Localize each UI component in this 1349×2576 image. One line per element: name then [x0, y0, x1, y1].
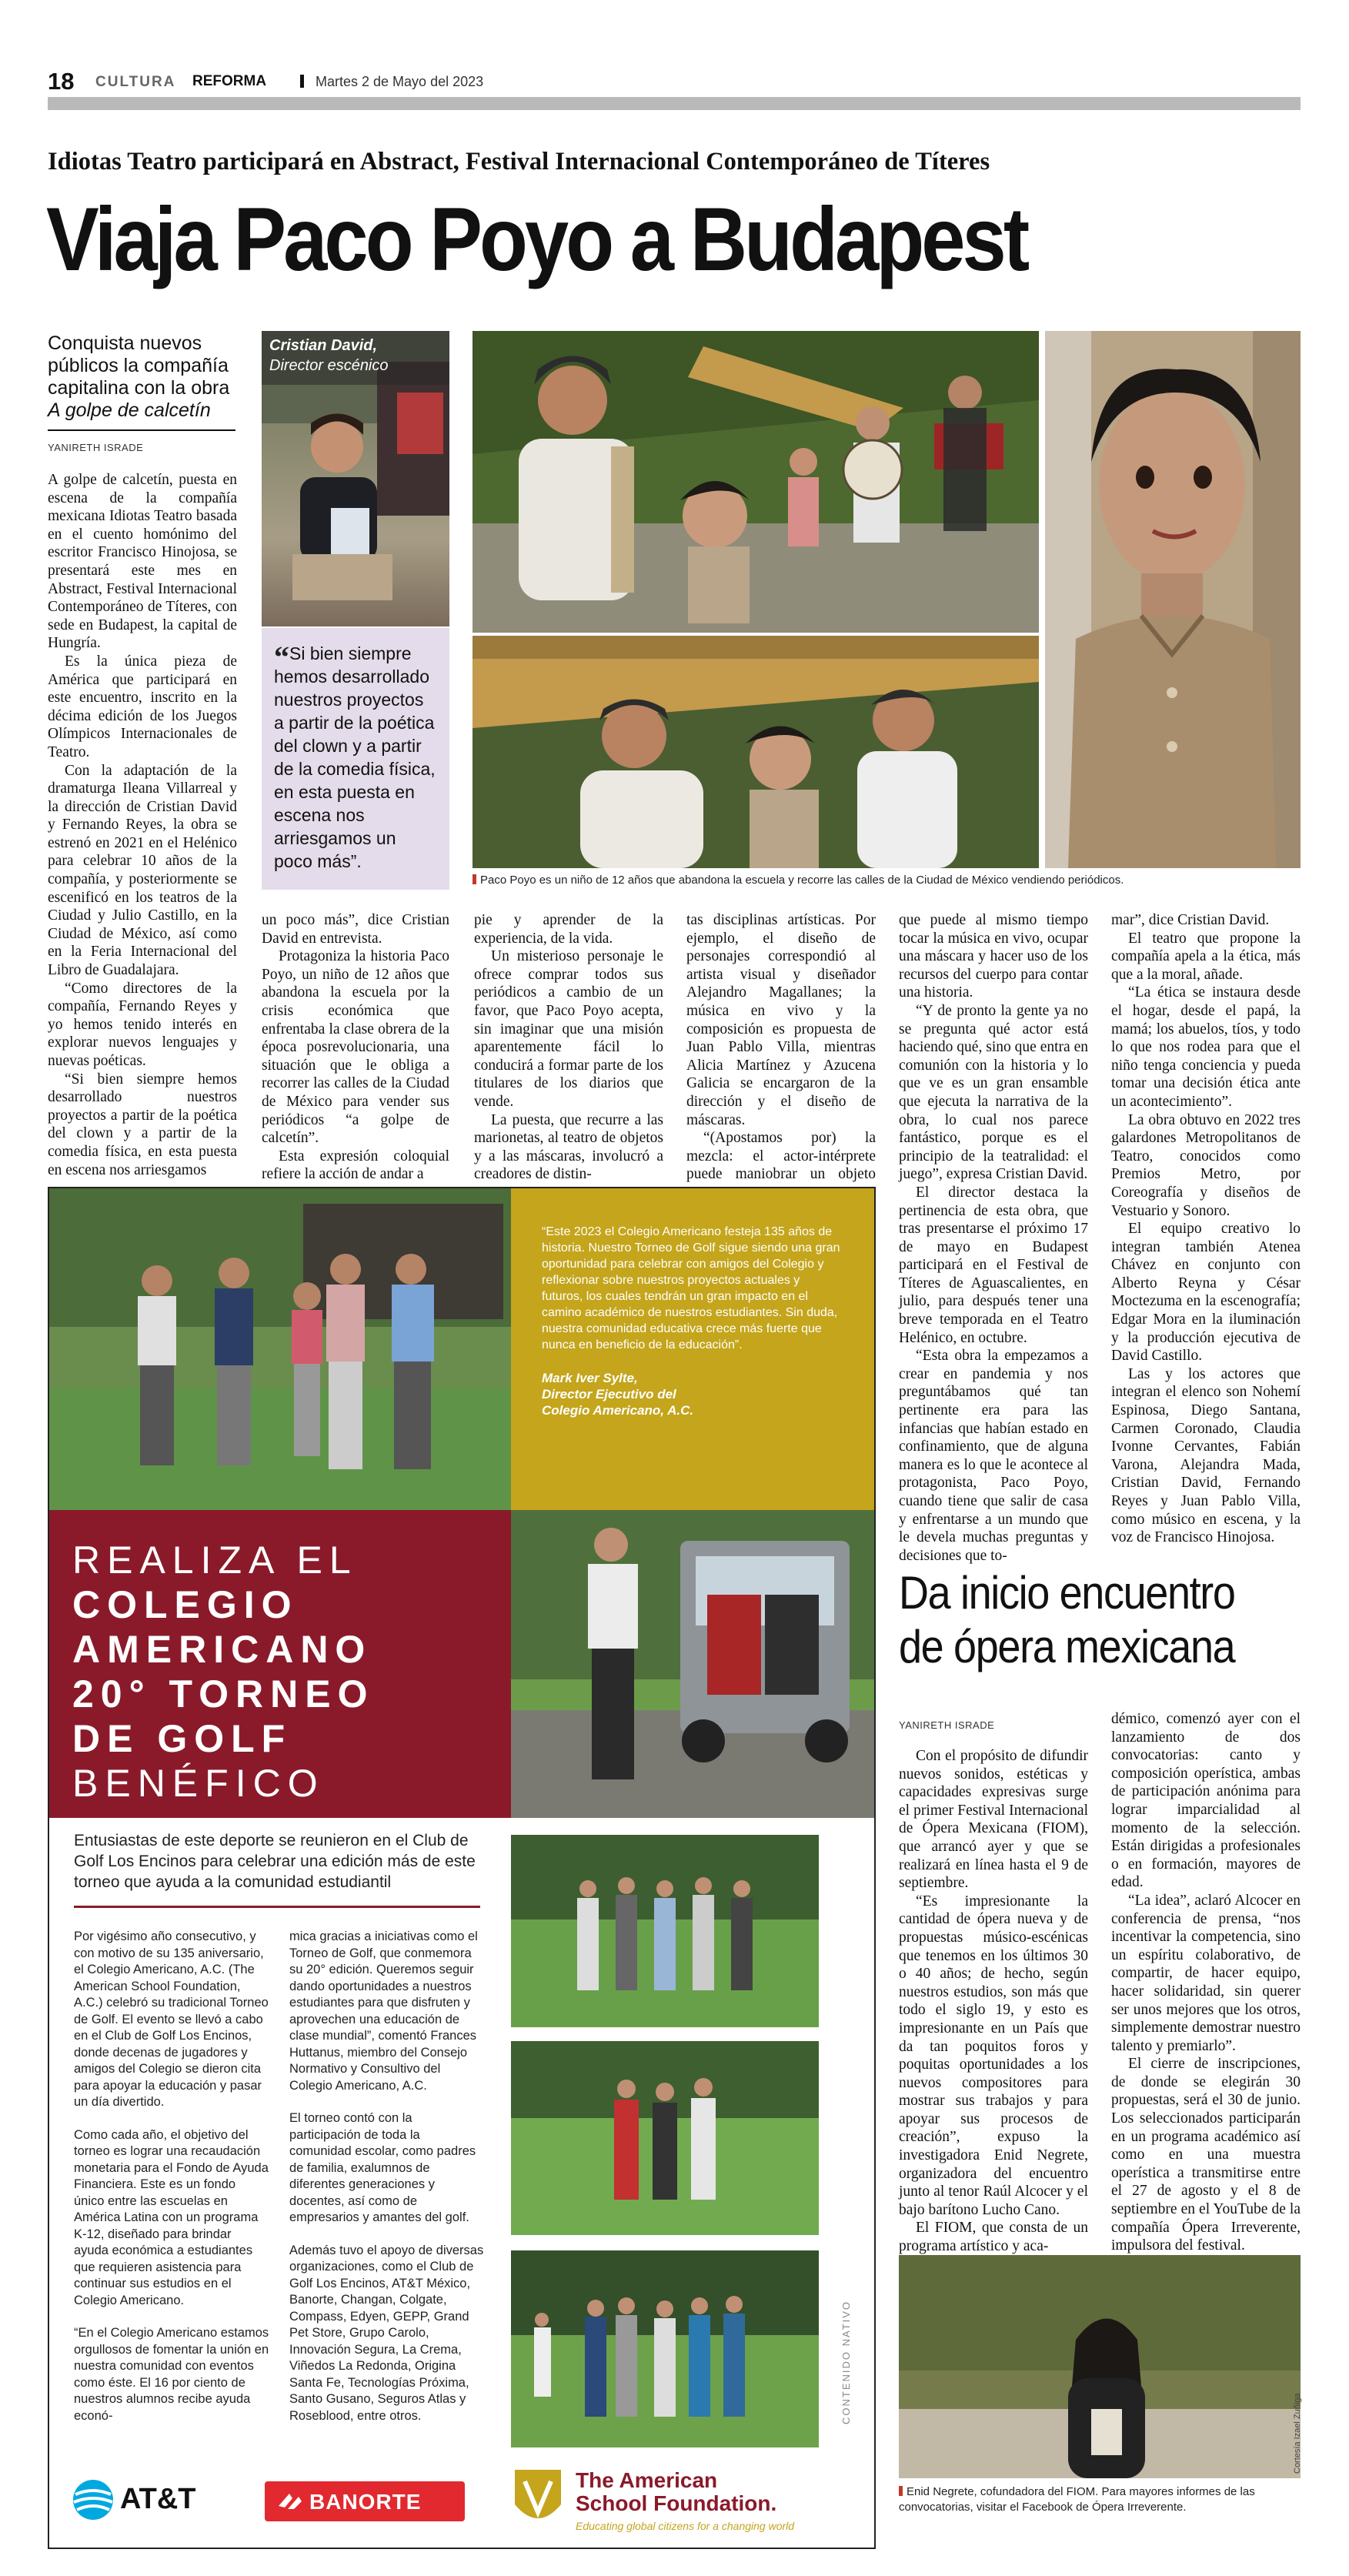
- banorte-symbol-icon: [277, 2491, 303, 2512]
- paragraph: El director destaca la pertinencia de esta obra, que tras presentarse el próximo 17 de mayo en Budapest participará en el Festival de Títeres de Aguascalientes, en julio, para después tener una breve temporada en el Teatro Helénico, en octubre.: [899, 1184, 1088, 1346]
- paragraph: “La idea”, aclaró Alcocer en conferencia de prensa, “nos incentivar la competencia, sino un espíritu colaborativo, de compartir, de hacer equipo, hacer solidaridad, sin querer ser unos mejores que los otros, simplemente demostrar nuestro talento y premiarlo”.: [1111, 1892, 1301, 2054]
- paragraph: El teatro que propone la compañía apela a la ética, más que a la moral, añade.: [1111, 930, 1301, 983]
- banorte-logo: [265, 2481, 465, 2521]
- banner-line: REALIZA EL: [72, 1539, 358, 1582]
- director-name: Cristian David,: [269, 337, 378, 354]
- paragraph: Con el propósito de difundir nuevos sonidos, estéticas y capacidades expresivas surge el primer Festival Internacional de Ópera Mexicana (FIOM), que arrancó ayer y que se realizará en línea hasta el 9 de septiembre.: [899, 1748, 1088, 1892]
- ad-lead: Entusiastas de este deporte se reunieron en el Club de Golf Los Encinos para celebrar una edición más de este torneo que ayuda a la comunidad estudiantil: [74, 1832, 476, 1891]
- paragraph: Protagoniza la historia Paco Poyo, un niño de 12 años que abandona la escuela por la crisis económica que enfrentaba la clase obrera de la época posrevolucionaria, una situación que le obliga a recorrer las calles de la Ciudad de México para vender sus periódicos “a golpe de calcetín”.: [262, 948, 449, 1147]
- main-column-3: [474, 911, 663, 1184]
- photo-caption: Paco Poyo es un niño de 12 años que abandona la escuela y recorre las calles de la Ciudad de México vendiendo periódicos.: [472, 874, 1304, 887]
- banner-line: COLEGIO: [72, 1583, 299, 1626]
- paragraph: Un misterioso personaje le ofrece comprar todos sus periódicos a cambio de un favor, que Paco Poyo acepta, sin imaginar que una misión aparentemente fácil lo conducirá a formar parte de los titulares de los diarios que vende.: [474, 948, 663, 1110]
- paragraph: El cierre de inscripciones, de donde se elegirán 30 propuestas, será el 30 de junio. Los seleccionados participarán en un programa académico así como en una muestra operística a transmitirse entre el 27 de agosto y el 8 de septiembre en el YouTube de la compañía Ópera Irreverente, impulsora del festival.: [1111, 2056, 1301, 2254]
- opera-column-1: [899, 1747, 1088, 2256]
- director-label: [262, 331, 449, 385]
- play-photo-1: [472, 331, 1039, 633]
- ad-photo-cart: [511, 1510, 874, 1818]
- ad-quote-text: “Este 2023 el Colegio Americano festeja 135 años de historia. Nuestro Torneo de Golf sigue siendo una gran oportunidad para celebrar con amigos del Colegio y reflexionar sobre nuestros proyectos actuales y futuros, los cuales tendrán un gran impacto en el camino académico de nuestros estudiantes. Sin duda, nuestra comunidad educativa crece más fuerte que nunca en beneficio de la educación”.: [542, 1225, 840, 1351]
- asf-shield-icon: [511, 2466, 565, 2532]
- paragraph: Como cada año, el objetivo del torneo es lograr una recaudación monetaria para el Fondo de Ayuda Financiera. Este es un fondo único entre las escuelas en América Latina con un programa K-12, diseñado para brindar ayuda económica a estudiantes que requieren asistencia para continuar sus estudios en el Colegio Americano.: [74, 2127, 269, 2307]
- ad-photo-cart-image: [511, 1510, 874, 1818]
- paragraph: démico, comenzó ayer con el lanzamiento de dos convocatorias: canto y composición operística, ambas de participación anónima para lograr imparcialidad al momento de la selección. Están dirigidas a profesionales o en formación, mayores de edad.: [1111, 1711, 1301, 1891]
- deck-rule: [48, 429, 235, 431]
- ad-quote-box: [511, 1188, 874, 1510]
- paragraph: Por vigésimo año consecutivo, y con motivo de su 135 aniversario, el Colegio Americano, A.C. (The American School Foundation, A.C.) celebró su tradicional Torneo de Golf. El evento se llevó a cabo en el Club de Golf Los Encinos, donde decenas de jugadores y amigos del Colegio se dieron cita para apoyar la educación y pasar un día divertido.: [74, 1929, 269, 2109]
- opera-headline-line-1: Da inicio encuentro: [899, 1567, 1235, 1619]
- paragraph: Además tuvo el apoyo de diversas organizaciones, como el Club de Golf Los Encinos, AT&T México, Banorte, Changan, Colgate, Compass, Edyen, GEPP, Grand Pet Store, Grupo Carolo, Innovación Segura, La Crema, Viñedos La Redonda, Origina Santa Fe, Tecnologías Próxima, Santo Gusano, Seguros Atlas y Roseblood, entre otros.: [289, 2243, 484, 2423]
- ad-photo-group: [49, 1188, 511, 1510]
- publication-name: REFORMA: [192, 73, 267, 89]
- paragraph: “La ética se instaura desde el hogar, desde el papá, la mamá; los abuelos, tíos, y todo lo que nos rodea para que el niño tenga conciencia y pueda tomar una decisión ética ante un acontecimiento”.: [1111, 984, 1301, 1110]
- paragraph: que puede al mismo tiempo tocar la música en vivo, ocupar una máscara y hacer uso de los recursos del cuerpo para contar una historia.: [899, 912, 1088, 1001]
- quote-mark-icon: “: [274, 640, 289, 674]
- ad-column-2: [289, 1929, 485, 2441]
- ad-sponsor-logos: [49, 2454, 874, 2548]
- paragraph: El equipo creativo lo integran también Atenea Chávez en conjunto con Alberto Reyna y César Moctezuma en la escenografía; Edgar Mora en la iluminación y la producción ejecutiva de David Castillo.: [1111, 1221, 1301, 1365]
- att-globe-icon: [72, 2479, 114, 2521]
- puppet-photo: [1045, 331, 1301, 868]
- paragraph: “(Apostamos por) la mezcla: el actor-intérprete puede maniobrar un objeto: [686, 1130, 876, 1183]
- paragraph: La obra obtuvo en 2022 tres galardones Metropolitanos de Teatro, conocidos como Premios Metro, por Coreografía y diseños de Vestuario y Sonoro.: [1111, 1111, 1301, 1219]
- banner-line: AMERICANO: [72, 1628, 372, 1671]
- play-photo-2-image: [472, 636, 1039, 868]
- paragraph: El torneo contó con la participación de toda la comunidad escolar, como padres de familia, exalumnos de diferentes generaciones y docentes, así como de empresarios y amantes del golf.: [289, 2111, 476, 2224]
- asf-logo: [511, 2466, 865, 2543]
- paragraph: tas disciplinas artísticas. Por ejemplo, el diseño de personajes correspondió al artista visual y diseñador Alejandro Magallanes; la música en vivo y la composición es propuesta de Juan Pablo Villa, mientras Alicia Martínez y Azucena Galicia se encargaron de la dirección y el diseño de máscaras.: [686, 912, 876, 1128]
- puppet-photo-image: [1045, 331, 1301, 868]
- banorte-logo-text: BANORTE: [309, 2490, 422, 2514]
- ad-photo-golfers-2-image: [511, 2041, 819, 2235]
- ad-banner: [49, 1510, 511, 1818]
- caption-marker: [899, 2486, 903, 2496]
- ad-photo-golfers-1: [511, 1835, 819, 2027]
- ad-photo-golfers-3: [511, 2250, 819, 2447]
- ad-photo-golfers-3-image: [511, 2250, 819, 2447]
- deck-text: Conquista nuevos públicos la compañía capitalina con la obra: [48, 332, 230, 399]
- opera-headline: [899, 1566, 1273, 1674]
- att-logo: [72, 2477, 226, 2523]
- paragraph: mar”, dice Cristian David.: [1111, 912, 1270, 928]
- att-logo-text: AT&T: [120, 2483, 196, 2515]
- paragraph: Con la adaptación de la dramaturga Ileana Villarreal y la dirección de Cristian David y Fernando Reyes, la obra se estrenó en 2021 en el Helénico para celebrar 10 años de la compañía, y posteriormente se escenificó en los teatros de la Ciudad y Julio Castillo, en la Ciudad de México, así como en la Feria Internacional del Libro de Guadalajara.: [48, 762, 237, 979]
- asf-name: The American School Foundation.: [576, 2468, 777, 2515]
- deck-title: A golpe de calcetín: [48, 399, 211, 421]
- banner-line: BENÉFICO: [72, 1762, 325, 1805]
- page-header: [48, 68, 1301, 95]
- opera-photo-image: [899, 2255, 1301, 2478]
- paragraph: El FIOM, que consta de un programa artístico y aca-: [899, 2220, 1088, 2255]
- paragraph: “Esta obra la empezamos a crear en pandemia y nos preguntábamos qué tan pertinente era para las infancias que habían estado en confinamiento, que de alguna manera es lo que le acontece al protagonista, Paco Poyo, cuando tiene que salir de casa y enfrentarse a un mundo que le devela muchas preguntas y decisiones que to-: [899, 1348, 1088, 1564]
- paragraph: Es la única pieza de América que participará en este encuentro, inscrito en la décima edición de los Juegos Olímpicos Internacionales de Teatro.: [48, 653, 237, 760]
- paragraph: pie y aprender de la experiencia, de la vida.: [474, 912, 663, 947]
- page-number: 18: [48, 68, 75, 95]
- main-column-4: [686, 911, 876, 1202]
- paragraph: Las y los actores que integran el elenco son Nohemí Espinosa, Diego Santana, Carmen Coronado, Claudia Ivonne Cervantes, Fabián Varona, Alejandra Mada, Cristian David, Fernando Reyes y Juan Pablo Villa, como músico en escena, y la voz de Francisco Hinojosa.: [1111, 1365, 1301, 1546]
- main-column-5: [899, 911, 1088, 1565]
- pullquote-box: [262, 628, 449, 890]
- header-rule: [48, 97, 1301, 110]
- paragraph: mica gracias a iniciativas como el Torneo de Golf, que conmemora su 20° edición. Queremos seguir dando oportunidades a nuestros estudiantes para que disfruten y aprovechen una educación de clase mundial”, comentó Frances Huttanus, miembro del Consejo Normativo y Consultivo del Colegio Americano, A.C.: [289, 1929, 478, 2093]
- ad-column-1: [74, 1929, 269, 2441]
- opera-caption: Enid Negrete, cofundadora del FIOM. Para mayores informes de las convocatorias, visitar el Facebook de Ópera Irreverente.: [899, 2485, 1255, 2514]
- opera-column-2: [1111, 1710, 1301, 2255]
- paragraph: “Es impresionante la cantidad de ópera nueva y de propuestas músico-escénicas que tenemos en los últimos 30 o 40 años; de hecho, según nuestros estudios, son más que todo el siglo 19, y esto es impresionante en un País que da tan poquitos foros y poquitas oportunidades a los nuevos compositores para mostrar sus trabajos y para apoyar sus procesos de creación”, expuso la investigadora Enid Negrete, organizadora del encuentro junto al tenor Raúl Alcocer y el bajo barítono Lucho Cano.: [899, 1893, 1088, 2218]
- banner-line: 20° TORNEO: [72, 1672, 375, 1716]
- asf-tagline: Educating global citizens for a changing world: [576, 2520, 795, 2532]
- paragraph: Esta expresión coloquial refiere la acción de andar a: [262, 1148, 449, 1183]
- main-column-2: [262, 911, 449, 1184]
- main-byline: YANIRETH ISRADE: [48, 442, 144, 453]
- paragraph: “En el Colegio Americano estamos orgullosos de fomentar la unión en nuestra comunidad con eventos como éste. El 16 por ciento de nuestros alumnos recibe ayuda econó-: [74, 2326, 269, 2423]
- ad-photo-group-image: [49, 1188, 511, 1510]
- main-column-6: [1111, 911, 1301, 1547]
- caption-marker: [472, 874, 476, 884]
- article-deck: [48, 332, 237, 422]
- header-divider: [300, 75, 304, 88]
- director-photo: [262, 331, 449, 626]
- opera-headline-line-2: de ópera mexicana: [899, 1621, 1235, 1672]
- opera-photo: [899, 2255, 1301, 2478]
- ad-quote-author: Mark Iver Sylte, Director Ejecutivo del Colegio Americano, A.C.: [542, 1371, 694, 1418]
- pullquote-text: “Si bien siempre hemos desarrollado nuestros proyectos a partir de la poética del clown y a partir de la comedia física, en esta puesta en escena nos arriesgamos un poco más”.: [274, 640, 436, 871]
- banner-line: DE GOLF: [72, 1717, 292, 1760]
- section-name: CULTURA: [95, 74, 176, 90]
- play-photo-1-image: [472, 331, 1039, 633]
- paragraph: La puesta, que recurre a las marionetas, al teatro de objetos y a las máscaras, involucró a creadores de distin-: [474, 1111, 663, 1183]
- paragraph: “Si bien siempre hemos desarrollado nuestros proyectos a partir de la poética del clown y a partir de la comedia física, en esta puesta en escena nos arriesgamos: [48, 1071, 237, 1178]
- opera-photo-credit: Cortesía Izael Zuñiga: [1293, 2393, 1302, 2474]
- ad-photo-golfers-1-image: [511, 1835, 819, 2027]
- paragraph: “Como directores de la compañía, Fernando Reyes y yo hemos tenido interés en explorar nuevos lenguajes y nuevas poéticas.: [48, 980, 237, 1069]
- opera-byline: YANIRETH ISRADE: [899, 1719, 995, 1731]
- paragraph: A golpe de calcetín, puesta en escena de la compañía mexicana Idiotas Teatro basada en el cuento homónimo del escritor Francisco Hinojosa, se presentará este mes en Abstract, Festival Internacional Contemporáneo de Títeres, con sede en Budapest, la capital de Hungría.: [48, 472, 237, 652]
- native-content-label: CONTENIDO NATIVO: [840, 2300, 852, 2424]
- article-kicker: Idiotas Teatro participará en Abstract, Festival Internacional Contemporáneo de Títeres: [48, 148, 990, 175]
- paragraph: “Y de pronto la gente ya no se pregunta qué actor está haciendo qué, sino que entra en comunión con la historia y lo que ve es un gran ensamble que ejecuta la narrativa de la obra, lo cual nos parece fantástico, porque es el principio de la teatralidad: el juego”, expresa Cristian David.: [899, 1002, 1088, 1183]
- play-photo-2: [472, 636, 1039, 868]
- paragraph: un poco más”, dice Cristian David en entrevista.: [262, 912, 449, 947]
- ad-photo-golfers-2: [511, 2041, 819, 2235]
- director-role: Director escénico: [269, 357, 389, 374]
- ad-lead-rule: [74, 1906, 480, 1908]
- issue-date: Martes 2 de Mayo del 2023: [316, 74, 484, 89]
- article-headline: Viaja Paco Poyo a Budapest: [46, 189, 1027, 289]
- main-column-1: [48, 471, 237, 1179]
